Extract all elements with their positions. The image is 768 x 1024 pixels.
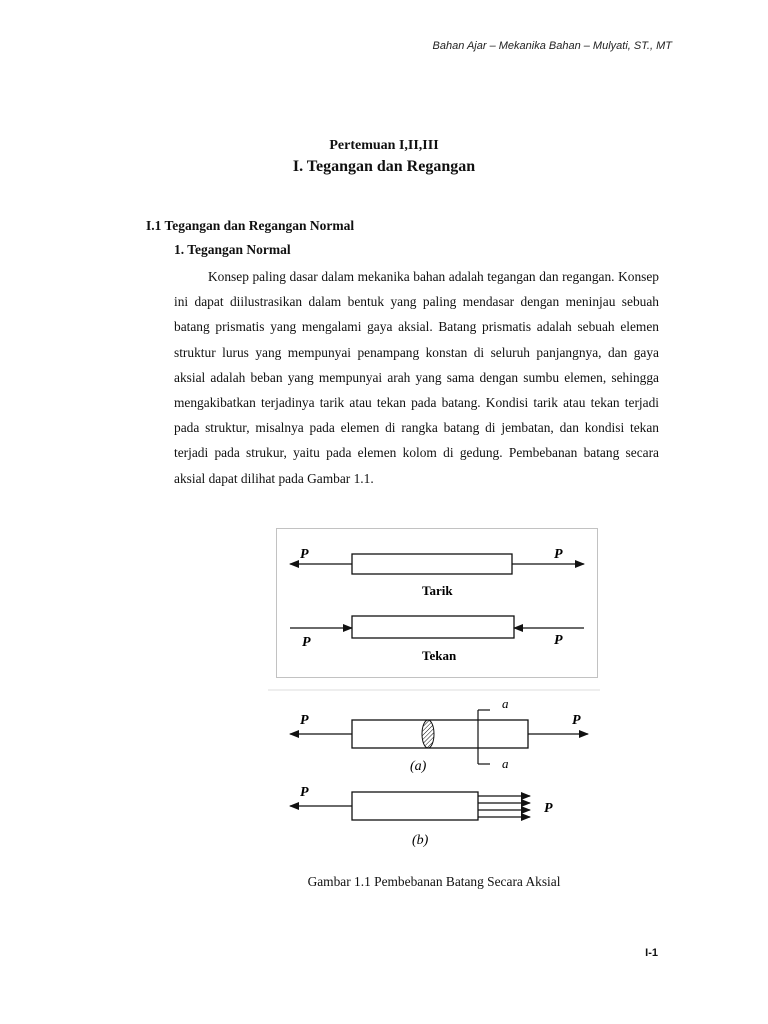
compression-right-force-label: P: [554, 633, 563, 648]
cross-section-hatch: [422, 720, 434, 748]
tension-left-force-label: P: [300, 547, 309, 562]
figure-caption: Gambar 1.1 Pembebanan Batang Secara Aksial: [307, 874, 561, 889]
running-header: Bahan Ajar – Mekanika Bahan – Mulyati, ST., MT: [432, 40, 672, 52]
tension-bar: [352, 554, 512, 574]
body-paragraph: Konsep paling dasar dalam mekanika bahan adalah tegangan dan regangan. Konsep ini dapat diilustrasikan dalam bentuk yang paling mendasar dengan meninjau sebuah batang prismatis yang mengalami gaya aksial. Batang prismatis adalah sebuah elemen struktur lurus yang mempunyai penampang konstan di seluruh panjangnya, dan gaya aksial adalah beban yang mempunyai arah yang sama dengan sumbu elemen, sehingga mengakibatkan terjadinya tarik atau tekan pada batang. Kondisi tarik atau tekan terjadi pada struktur, misalnya pada elemen di rangka batang di jembatan, dan kondisi tekan terjadi pada strukur, yaitu pada elemen kolom di gedung. Pembebanan batang secara aksial dapat dilihat pada Gambar 1.1.: [174, 269, 659, 486]
part-b-right-force-label: P: [544, 801, 553, 816]
section-title: I.1 Tegangan dan Regangan Normal: [146, 218, 355, 233]
part-b-bar: [352, 792, 478, 820]
meeting-label: Pertemuan I,II,III: [329, 138, 439, 153]
compression-label: Tekan: [422, 648, 457, 663]
subsection-title: 1. Tegangan Normal: [174, 242, 291, 257]
section-label-top: a: [502, 696, 509, 711]
figure-section-free-body: [268, 686, 600, 860]
part-a-bar: [352, 720, 528, 748]
part-b-left-force-label: P: [300, 785, 309, 800]
section-label-bottom: a: [502, 756, 509, 771]
tension-right-force-label: P: [554, 547, 563, 562]
compression-bar: [352, 616, 514, 638]
part-a-right-force-label: P: [572, 713, 581, 728]
compression-left-force-label: P: [302, 635, 311, 650]
part-b-label: (b): [412, 833, 429, 848]
part-a-left-force-label: P: [300, 713, 309, 728]
figure-tension-compression: [276, 528, 598, 678]
tension-label: Tarik: [422, 583, 453, 598]
part-a-label: (a): [410, 759, 427, 774]
chapter-title: I. Tegangan dan Regangan: [292, 158, 476, 175]
page-number: I-1: [645, 947, 658, 959]
